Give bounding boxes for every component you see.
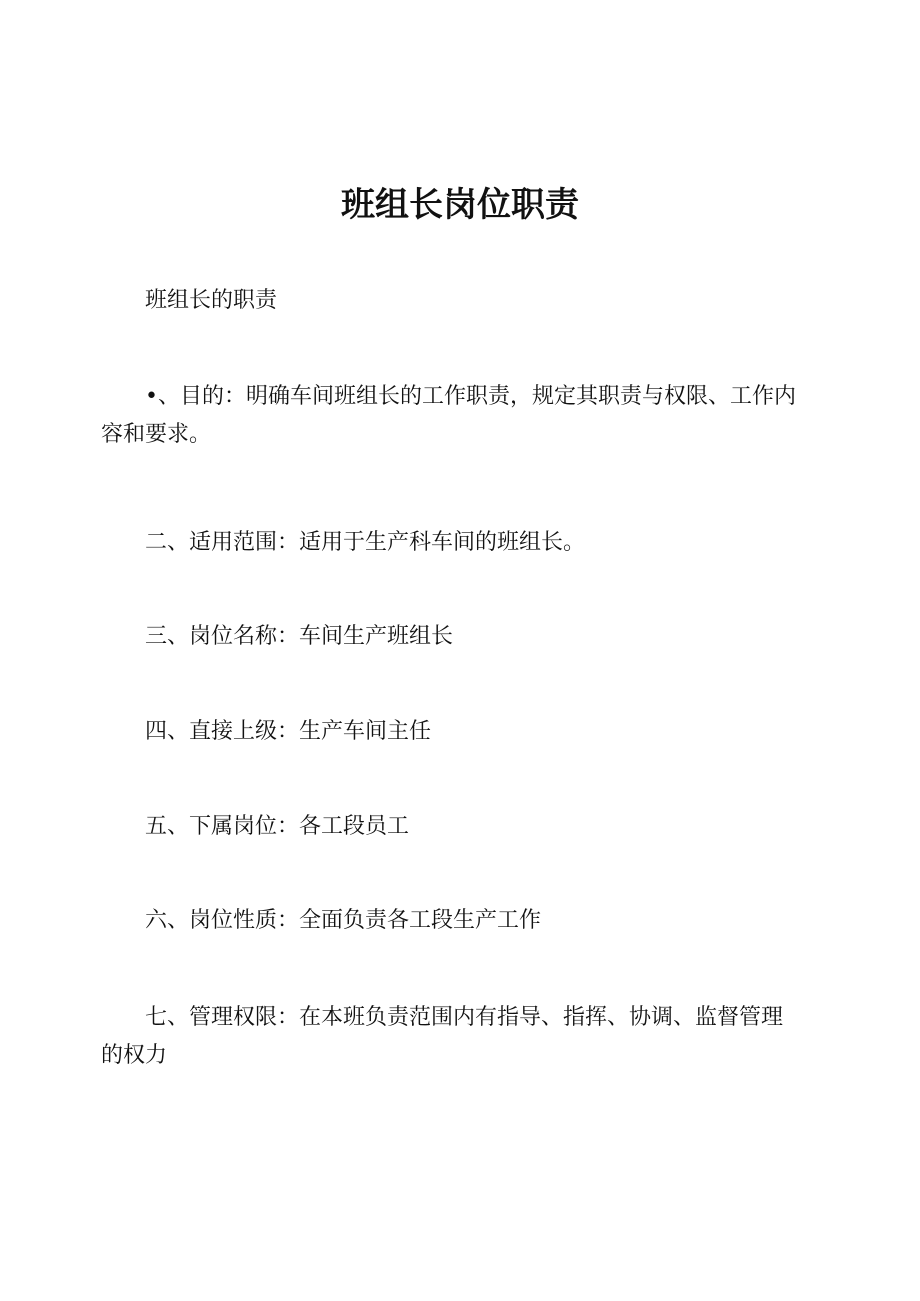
document-title: 班组长岗位职责: [341, 185, 579, 225]
item-purpose: •、目的：明确车间班组长的工作职责，规定其职责与权限、工作内容和要求。: [101, 384, 796, 447]
item-position-name: 三、岗位名称：车间生产班组长: [145, 624, 454, 649]
item-subordinates: 五、下属岗位：各工段员工: [145, 814, 410, 839]
item-position-nature: 六、岗位性质：全面负责各工段生产工作: [145, 908, 542, 933]
item-direct-superior: 四、直接上级：生产车间主任: [145, 719, 432, 744]
item-scope: 二、适用范围：适用于生产科车间的班组长。: [145, 530, 586, 555]
item-management-authority: 七、管理权限：在本班负责范围内有指导、指挥、协调、监督管理的权力: [101, 1005, 784, 1068]
section-subtitle: 班组长的职责: [145, 288, 278, 313]
